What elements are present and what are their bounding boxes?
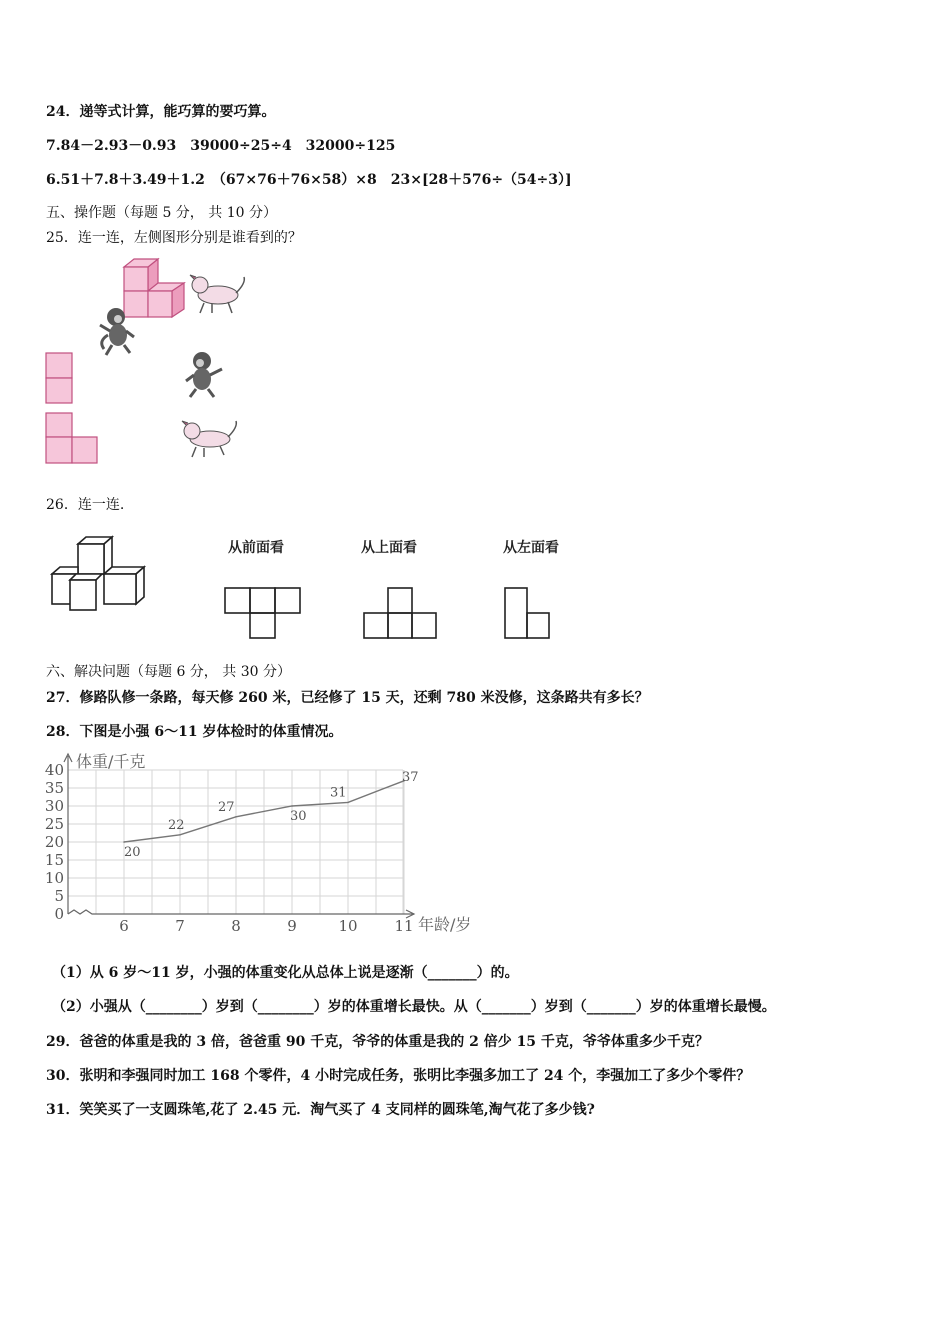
view-front-shape — [222, 585, 304, 641]
weight-line-chart — [38, 748, 498, 940]
q31-text: 31．笑笑买了一支圆珠笔,花了 2.45 元．淘气买了 4 支同样的圆珠笔,淘气花了多少钱? — [46, 1102, 595, 1118]
section6-heading: 六、解决问题（每题 6 分， 共 30 分） — [46, 664, 291, 680]
y-tick-label: 40 — [44, 761, 64, 779]
dog-icon — [182, 421, 236, 457]
x-tick-label: 8 — [231, 917, 241, 935]
x-axis-title: 年龄/岁 — [418, 915, 472, 934]
view-l-shape — [46, 413, 97, 463]
view-label-left: 从左面看 — [503, 540, 559, 556]
dog-icon — [190, 275, 244, 313]
x-tick-label: 11 — [394, 917, 414, 935]
q24-title: 24．递等式计算，能巧算的要巧算。 — [46, 104, 276, 120]
view-top-shape — [361, 585, 441, 641]
view-label-top: 从上面看 — [361, 540, 417, 556]
y-tick-label: 10 — [44, 869, 64, 887]
data-label: 27 — [218, 799, 235, 815]
data-point — [347, 802, 349, 804]
data-label: 37 — [402, 769, 419, 785]
y-tick-label: 25 — [44, 815, 64, 833]
x-tick-label: 6 — [119, 917, 129, 935]
y-tick-label: 15 — [44, 851, 64, 869]
q24-row2: 6.51＋7.8＋3.49＋1.2 （67×76＋76×58）×8 23×[28＋576÷（54÷3）] — [46, 172, 572, 188]
x-tick-label: 7 — [175, 917, 185, 935]
data-point — [235, 816, 237, 818]
data-label: 20 — [124, 845, 141, 860]
q30-text: 30．张明和李强同时加工 168 个零件，4 小时完成任务，张明比李强多加工了 24 个，李强加工了多少个零件？ — [46, 1068, 751, 1084]
data-label: 31 — [330, 785, 347, 801]
view-left-shape — [500, 585, 556, 641]
q25-figure — [40, 255, 260, 470]
y-tick-label: 20 — [44, 833, 64, 851]
data-point — [123, 841, 125, 843]
x-tick-label: 9 — [287, 917, 297, 935]
q26-cube-stack — [50, 534, 150, 614]
y-tick-label: 35 — [44, 779, 64, 797]
data-label: 30 — [290, 809, 307, 824]
y-axis-title: 体重/千克 — [76, 752, 146, 771]
monkey-icon — [186, 352, 222, 397]
view-label-front: 从前面看 — [228, 540, 284, 556]
x-tick-label: 10 — [338, 917, 358, 935]
data-point — [291, 805, 293, 807]
q28-title: 28．下图是小强 6～11 岁体检时的体重情况。 — [46, 724, 343, 740]
q29-text: 29．爸爸的体重是我的 3 倍，爸爸重 90 千克，爷爷的体重是我的 2 倍少 15 千克，爷爷体重多少千克？ — [46, 1034, 709, 1050]
pink-blocks-3d — [124, 259, 184, 317]
x-axis — [68, 910, 414, 914]
y-tick-label: 30 — [44, 797, 64, 815]
q25-title: 25．连一连，左侧图形分别是谁看到的？ — [46, 230, 302, 246]
data-point — [179, 834, 181, 836]
view-vertical-two — [46, 353, 72, 403]
q27-text: 27．修路队修一条路，每天修 260 米，已经修了 15 天，还剩 780 米没修，这条路共有多长？ — [46, 690, 649, 706]
data-label: 22 — [168, 817, 185, 833]
y-tick-label: 5 — [54, 887, 64, 905]
q28-sub1: （1）从 6 岁～11 岁，小强的体重变化从总体上说是逐渐（_______）的。 — [52, 965, 519, 981]
y-tick-label: 0 — [54, 905, 64, 923]
section5-heading: 五、操作题（每题 5 分， 共 10 分） — [46, 205, 277, 221]
q26-title: 26．连一连. — [46, 497, 125, 513]
q24-row1: 7.84－2.93－0.93 39000÷25÷4 32000÷125 — [46, 138, 396, 154]
q28-sub2: （2）小强从（________）岁到（________）岁的体重增长最快。从（_______）岁到（_______）岁的体重增长最慢。 — [52, 999, 776, 1015]
